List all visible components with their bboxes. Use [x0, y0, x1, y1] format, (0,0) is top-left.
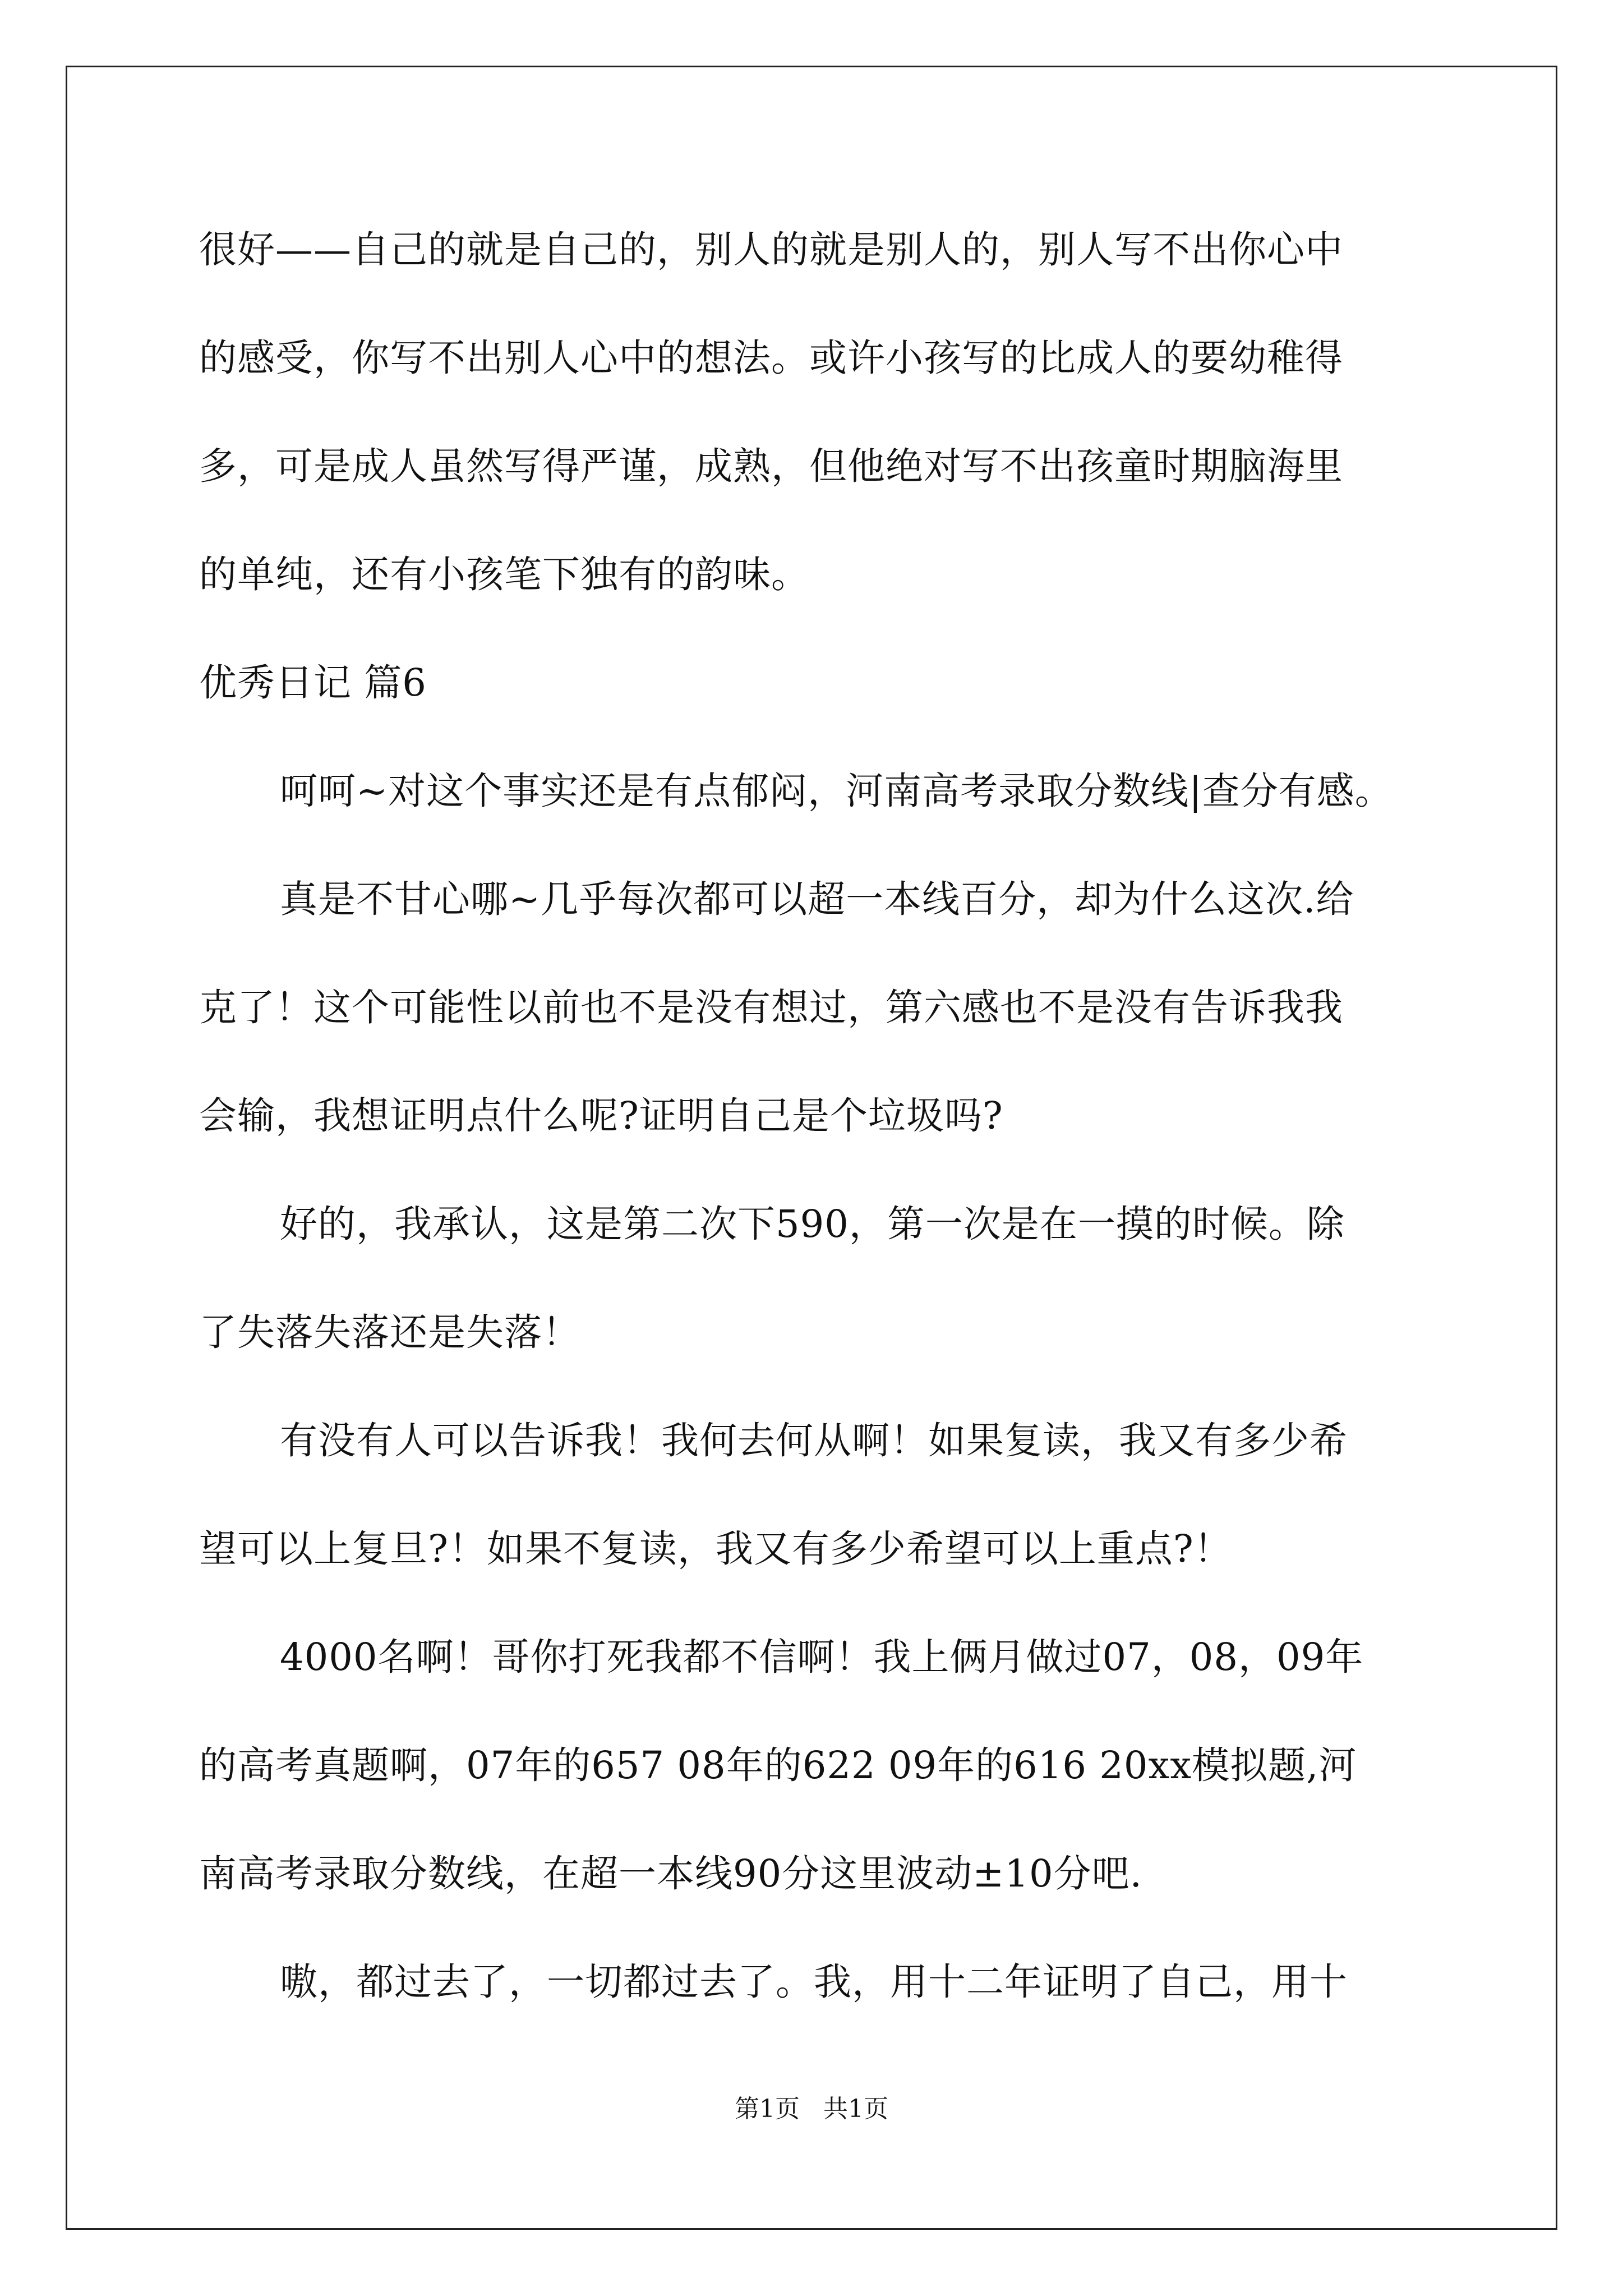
text-line: 的单纯，还有小孩笔下独有的韵味。 [199, 553, 809, 596]
page-footer [0, 2092, 1623, 2126]
text-line: 好的，我承认，这是第二次下590，第一次是在一摸的时候。除 [280, 1202, 1345, 1246]
text-line: 呵呵~对这个事实还是有点郁闷，河南高考录取分数线|查分有感。 [280, 769, 1393, 813]
text-line: 会输，我想证明点什么呢?证明自己是个垃圾吗? [199, 1094, 1003, 1138]
text-line: 望可以上复旦?！如果不复读，我又有多少希望可以上重点?！ [199, 1527, 1232, 1571]
text-line: 有没有人可以告诉我！我何去何从啊！如果复读，我又有多少希 [280, 1419, 1348, 1462]
text-line: 克了！这个可能性以前也不是没有想过，第六感也不是没有告诉我我 [199, 986, 1343, 1029]
text-line: 的高考真题啊，07年的657 08年的622 09年的616 20xx模拟题,河 [199, 1743, 1357, 1787]
page-number-current: 第1页 [735, 2095, 800, 2123]
text-line: 南高考录取分数线，在超一本线90分这里波动±10分吧. [199, 1852, 1142, 1895]
text-line: 嗷，都过去了，一切都过去了。我，用十二年证明了自己，用十 [280, 1960, 1348, 2004]
text-line: 真是不甘心哪~几乎每次都可以超一本线百分，却为什么这次.给 [280, 877, 1354, 921]
text-line: 了失落失落还是失落！ [199, 1310, 580, 1354]
text-line: 4000名啊！哥你打死我都不信啊！我上俩月做过07，08，09年 [280, 1635, 1364, 1679]
text-line: 多，可是成人虽然写得严谨，成熟，但他绝对写不出孩童时期脑海里 [199, 444, 1343, 488]
page-number-total: 共1页 [823, 2095, 888, 2123]
text-line: 很好——自己的就是自己的，别人的就是别人的，别人写不出你心中 [199, 228, 1343, 272]
text-line: 优秀日记 篇6 [199, 661, 427, 705]
text-line: 的感受，你写不出别人心中的想法。或许小孩写的比成人的要幼稚得 [199, 336, 1343, 380]
document-body [199, 213, 1430, 2054]
